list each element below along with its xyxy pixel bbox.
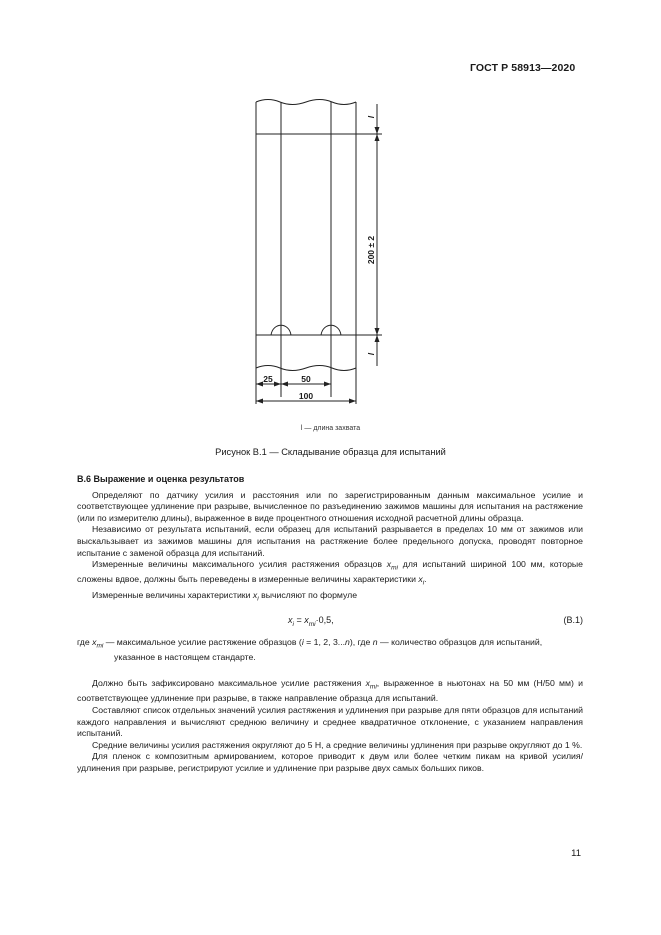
paragraph: Независимо от результата испытаний, если образец для испытаний разрывается в пределах 10 мм от зажимов или выскальзывает из зажимов машины для испытания на растяжение более предельного допуска, проводят повторное испытание с заменой образца для испытаний.	[77, 524, 583, 558]
dim-length-label: 200 ± 2	[366, 235, 376, 265]
paragraph: Измеренные величины характеристики $x_i$ вычисляют по формуле	[92, 589, 358, 603]
specimen-folding-figure	[0, 0, 661, 420]
section-body	[77, 474, 583, 775]
where-clause-continuation: указанное в настоящем стандарте.	[114, 652, 256, 663]
dim-25-label: 25	[263, 374, 273, 384]
formula-row	[77, 611, 583, 633]
paragraph: Для пленок с композитным армированием, которое приводит к двум или более четким пикам на кривой усилия/удлинения при разрыве, регистрируют усилие и удлинение при разрыве двух самых больших пиков.	[77, 751, 583, 773]
section-heading: В.6 Выражение и оценка результатов	[77, 474, 245, 484]
paragraph: Измеренные величины максимального усилия растяжения образцов $x_{mi}$ для испытаний шириной 100 мм, которые сложены вдвое, должны быть переведены в измеренные величины характеристики $x_i$.	[77, 559, 583, 588]
paragraph: Составляют список отдельных значений усилия растяжения и удлинения при разрыве для пяти образцов для испытаний каждого направления и вычисляют среднюю величину и среднее квадратичное отклонение, с указанием направления испытаний.	[77, 704, 583, 739]
dim-grip-bottom-label: l	[366, 352, 376, 356]
paragraph: Определяют по датчику усилия и расстояния или по зарегистрированным данным максимальное усилие и соответствующее удлинение при разрыве, вычисленное по разъединению зажимов машины для испытания на растяжение (или по измерителю длины), выраженное в виде процентного отношения исходной расчетной длины образца.	[77, 489, 583, 523]
paragraph: Средние величины усилия растяжения округляют до 5 Н, а средние величины удлинения при разрыве округляют до 1 %.	[92, 739, 583, 750]
standard-code: ГОСТ Р 58913—2020	[470, 62, 576, 74]
break-line-bottom	[256, 366, 356, 371]
where-clause: где $x_{mi}$ — максимальное усилие растяжение образцов (i = 1, 2, 3...n), где n — количество образцов для испытаний,	[77, 637, 543, 650]
figure-caption: Рисунок В.1 — Складывание образца для испытаний	[215, 447, 446, 457]
dim-100-label: 100	[298, 391, 314, 401]
equation-number: (В.1)	[563, 615, 583, 626]
dim-grip-top-label: l	[366, 115, 376, 119]
break-line-top	[256, 100, 356, 105]
paragraph: Должно быть зафиксировано максимальное усилие растяжения $x_{mi}$, выраженное в ньютонах на 50 мм (Н/50 мм) и соответствующее удлинение при разрыве, в также направление образца для испытаний.	[77, 678, 583, 704]
dim-50-label: 50	[301, 374, 311, 384]
page-number: 11	[571, 848, 581, 859]
formula: $x_i = x_{mi}\cdot 0,5$,	[288, 615, 334, 628]
figure-legend: l — длина захвата	[300, 425, 361, 432]
